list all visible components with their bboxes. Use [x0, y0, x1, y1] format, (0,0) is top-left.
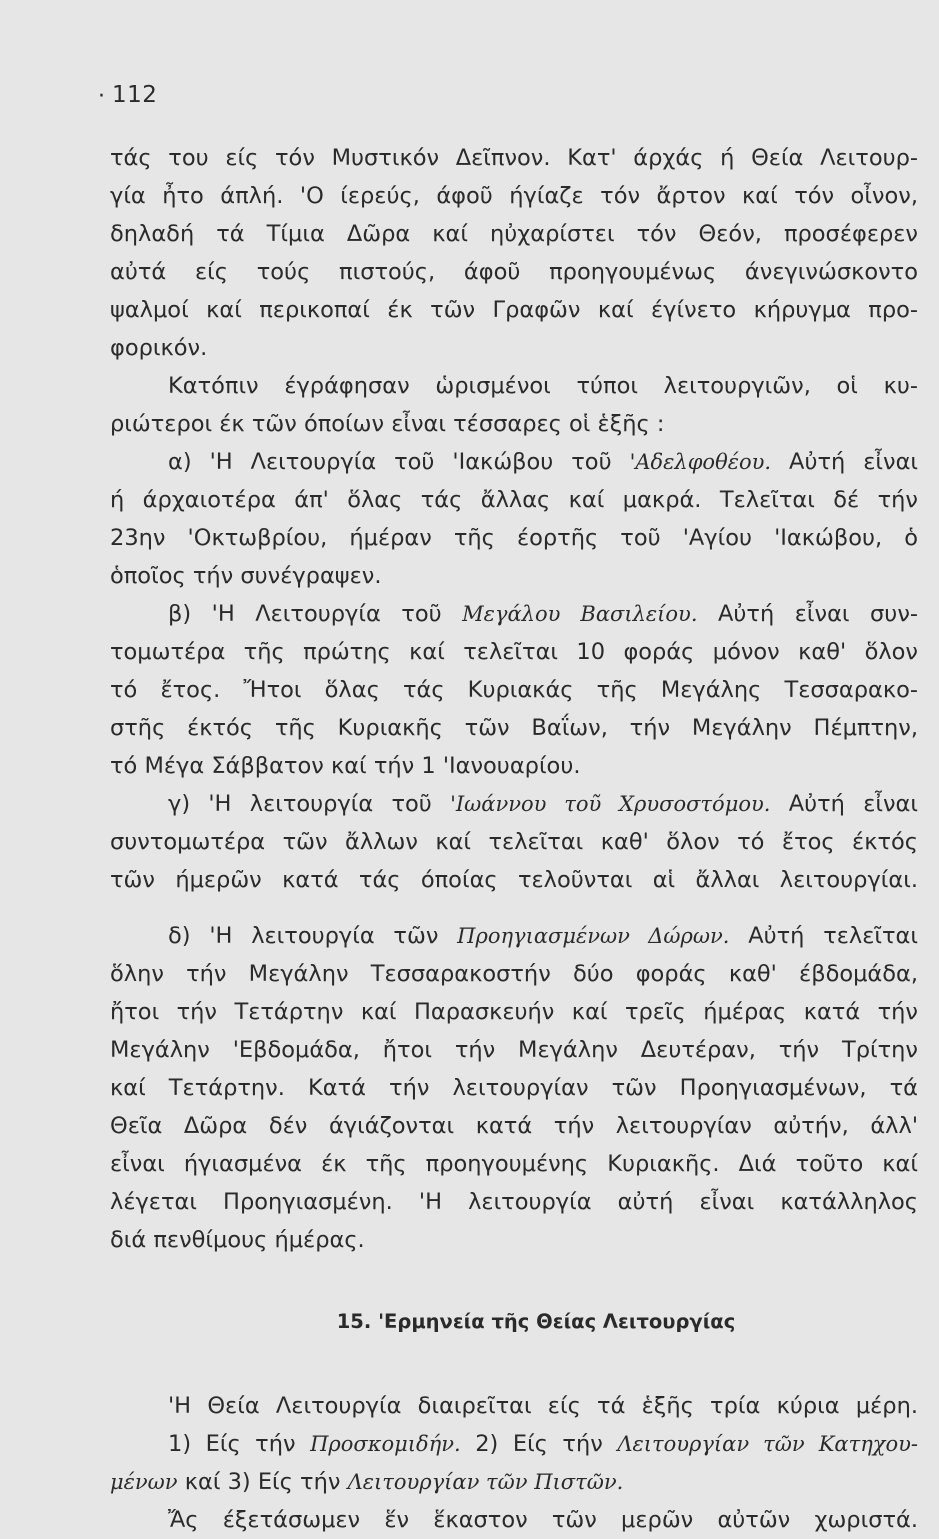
text-line: συντομωτέρα τῶν ἄλλων καί τελεῖται καθ' ὅλον τό ἔτος έκτός — [110, 829, 918, 855]
list-item-c-first-line — [110, 785, 918, 823]
item-d-italic: Προηγιασμένων Δώρων. — [457, 924, 730, 948]
text-line: Ἄς έξετάσωμεν ἕν ἕκαστον τῶν μερῶν αὐτῶν χωριστά. — [168, 1507, 918, 1533]
item-a-prefix: α) 'Η Λειτουργία τοῦ 'Ιακώβου τοῦ — [168, 449, 612, 475]
item-d-prefix: δ) 'Η λειτουργία τῶν — [168, 923, 439, 949]
item-c-prefix: γ) 'Η λειτουργία τοῦ — [168, 791, 432, 817]
list-item-a-first-line — [110, 443, 918, 481]
text-line: τό Μέγα Σάββατον καί τήν 1 'Ιανουαρίου. — [110, 753, 581, 779]
item-d-suffix: Αὐτή τελεῖται — [748, 923, 918, 949]
text-line: εἶναι ήγιασμένα έκ τῆς προηγουμένης Κυριακῆς. Διά τοῦτο καί — [110, 1151, 918, 1177]
item-a-suffix: Αὐτή εἶναι — [789, 449, 919, 475]
text-line: τομωτέρα τῆς πρώτης καί τελεῖται 10 φοράς μόνον καθ' ὅλον — [110, 639, 918, 665]
page-dot: · — [98, 84, 105, 109]
text-line: τάς του είς τόν Μυστικόν Δεῖπνον. Κατ' άρχάς ή Θεία Λειτουρ- — [110, 145, 918, 171]
text-line: ή άρχαιοτέρα άπ' ὅλας τάς ἄλλας καί μακρά. Τελεῖται δέ τήν — [110, 487, 918, 513]
text-line: ὅλην τήν Μεγάλην Τεσσαρακοστήν δύο φοράς καθ' έβδομάδα, — [110, 961, 918, 987]
p3-l2-d: Λειτουργίαν τῶν Κατηχου- — [617, 1432, 919, 1456]
p3-l2-a: 1) Είς τήν — [168, 1431, 296, 1457]
text-line: αὐτά είς τούς πιστούς, άφοῦ προηγουμένως άνεγινώσκοντο — [110, 259, 918, 285]
text-line: ψαλμοί καί περικοπαί έκ τῶν Γραφῶν καί έγίνετο κήρυγμα προ- — [110, 297, 918, 323]
text-line: ἤτοι τήν Τετάρτην καί Παρασκευήν καί τρεῖς ήμέρας κατά τήν — [110, 999, 918, 1025]
text-line: ὁποῖος τήν συνέγραψεν. — [110, 563, 382, 589]
body-text — [110, 139, 918, 1539]
paragraph-gap — [110, 899, 918, 917]
text-line: Μεγάλην 'Εβδομάδα, ἤτοι τήν Μεγάλην Δευτέραν, τήν Τρίτην — [110, 1037, 918, 1063]
item-a-italic: 'Αδελφοθέου. — [629, 450, 772, 474]
p3-l3-b: καί 3) Είς τήν — [184, 1469, 341, 1495]
section-heading: 15. 'Ερμηνεία τῆς Θείας Λειτουργίας — [336, 1310, 736, 1333]
text-line: λέγεται Προηγιασμένη. 'Η λειτουργία αὐτή εἶναι κατάλληλος — [110, 1189, 918, 1215]
p3-l3-a: μένων — [110, 1470, 178, 1494]
text-line: Θεῖα Δῶρα δέν άγιάζονται κατά τήν λειτουργίαν αὐτήν, άλλ' — [110, 1113, 918, 1139]
item-b-suffix: Αὐτή εἶναι συν- — [718, 601, 919, 627]
text-line: Κατόπιν έγράφησαν ὡρισμένοι τύποι λειτουργιῶν, οἱ κυ- — [168, 373, 918, 399]
text-line: διά πενθίμους ήμέρας. — [110, 1227, 365, 1253]
page-number: 112 — [112, 82, 158, 108]
text-line-mixed — [110, 1425, 918, 1463]
list-item-d-first-line — [110, 917, 918, 955]
text-line: γία ἦτο άπλή. 'Ο ίερεύς, άφοῦ ήγίαζε τόν ἄρτον καί τόν οἶνον, — [110, 183, 918, 209]
item-c-italic: 'Ιωάννου τοῦ Χρυσοστόμου. — [450, 792, 771, 816]
list-item-b-first-line — [110, 595, 918, 633]
p3-l2-b: Προσκομιδήν. — [310, 1432, 461, 1456]
text-line: ριώτεροι έκ τῶν όποίων εἶναι τέσσαρες οἱ ἑξῆς : — [110, 411, 665, 437]
text-line: τό ἔτος. Ἤτοι ὅλας τάς Κυριακάς τῆς Μεγάλης Τεσσαρακο- — [110, 677, 918, 703]
text-line: 23ην 'Οκτωβρίου, ήμέραν τῆς έορτῆς τοῦ 'Αγίου 'Ιακώβου, ὁ — [110, 525, 918, 551]
text-line: δηλαδή τά Τίμια Δῶρα καί ηὐχαρίστει τόν Θεόν, προσέφερεν — [110, 221, 918, 247]
item-b-prefix: β) 'Η Λειτουργία τοῦ — [168, 601, 442, 627]
text-line: τῶν ήμερῶν κατά τάς όποίας τελοῦνται αἱ ἄλλαι λειτουργίαι. — [110, 867, 918, 893]
p3-l3-c: Λειτουργίαν τῶν Πιστῶν. — [347, 1470, 624, 1494]
text-line: στῆς έκτός τῆς Κυριακῆς τῶν Βαΐων, τήν Μεγάλην Πέμπτην, — [110, 715, 918, 741]
p3-l2-c: 2) Είς τήν — [475, 1431, 603, 1457]
text-line-mixed — [110, 1463, 918, 1501]
text-line: φορικόν. — [110, 335, 208, 361]
item-c-suffix: Αὐτή εἶναι — [788, 791, 918, 817]
item-b-italic: Μεγάλου Βασιλείου. — [462, 602, 698, 626]
text-line: 'Η Θεία Λειτουργία διαιρεῖται είς τά ἑξῆς τρία κύρια μέρη. — [168, 1393, 918, 1419]
text-line: καί Τετάρτην. Κατά τήν λειτουργίαν τῶν Προηγιασμένων, τά — [110, 1075, 918, 1101]
